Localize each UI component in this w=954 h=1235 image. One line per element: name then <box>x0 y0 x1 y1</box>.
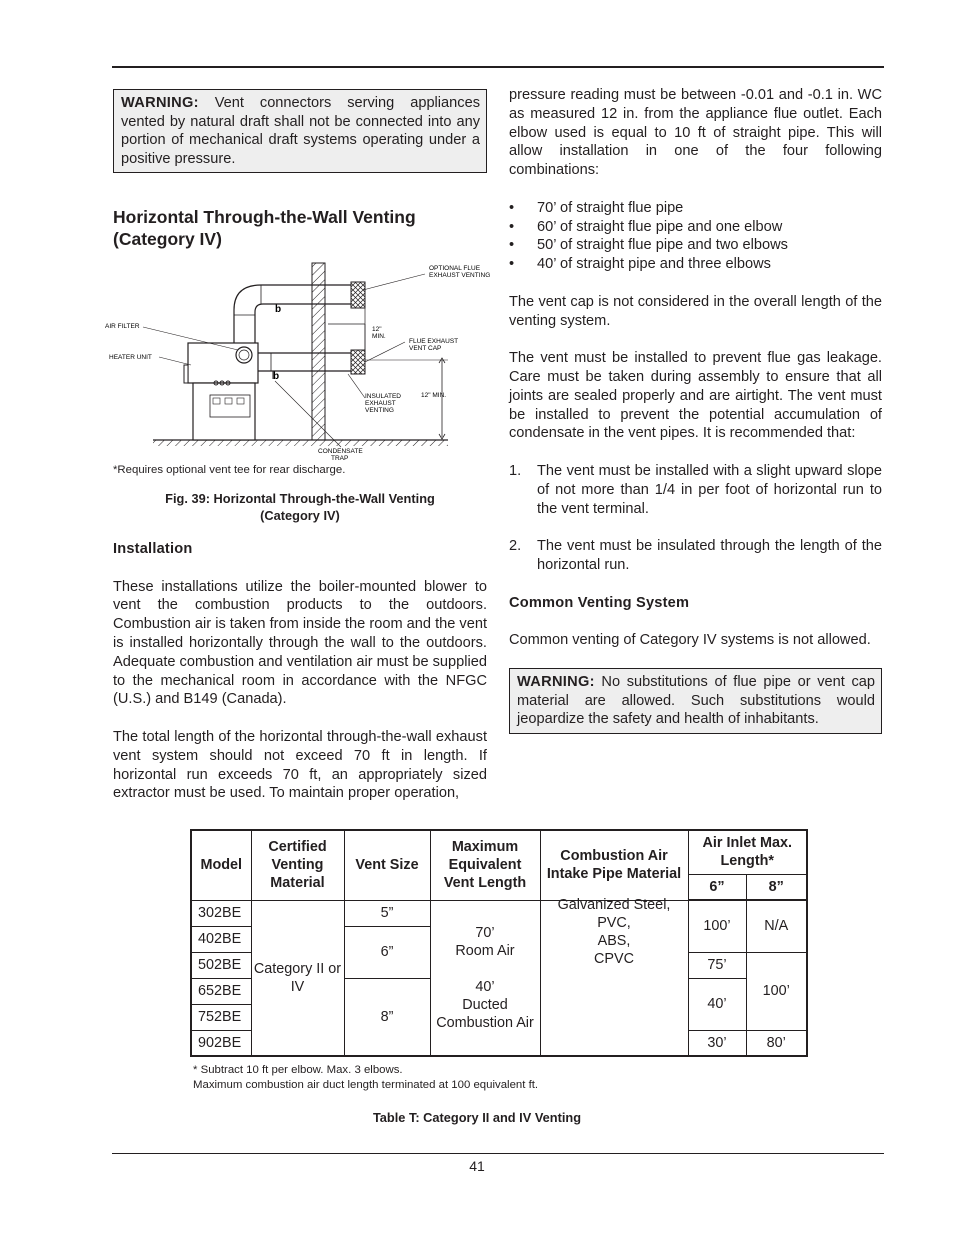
installation-paragraph-1: These installations utilize the boiler-mounted blower to vent the combustion products to the outdoors. Combustion air is taken from inside the room and the vent is installed horizontally through the wall to the outdoors. Adequate combustion and ventilation air must be supplied to the mechanical room in accordance with the NFGC (U.S.) and B149 (Canada). <box>113 578 488 708</box>
heater-unit-lower <box>193 383 255 440</box>
label-12-min-c: 12" MIN. <box>421 392 447 399</box>
optional-vent-cap <box>351 282 365 308</box>
right-column <box>509 86 882 734</box>
max-equivalent-length-cell: 70’ Room Air 40’ Ducted Combustion Air <box>430 900 540 1056</box>
list-item: • 50’ of straight flue pipe and two elbows <box>509 237 788 254</box>
label-flue-exhaust: FLUE EXHAUST <box>409 338 459 345</box>
inlet-8-cell: 80’ <box>746 1030 807 1056</box>
warning-box-substitutions <box>509 668 882 734</box>
inlet-6-cell: 30’ <box>688 1030 746 1056</box>
vent-size-cell: 6” <box>344 926 430 978</box>
warning-box-natural-draft <box>113 89 487 173</box>
recommendation-list <box>509 462 882 575</box>
model-cell: 502BE <box>191 952 251 978</box>
label-air-filter: AIR FILTER <box>105 323 140 330</box>
inlet-6-cell: 40’ <box>688 978 746 1030</box>
ground-hatch <box>153 440 448 446</box>
label-insulated: INSULATED <box>365 393 401 400</box>
warning-label: WARNING: <box>517 673 595 690</box>
label-optional-flue: OPTIONAL FLUE <box>429 265 481 272</box>
table-notes <box>193 1063 538 1092</box>
flue-exhaust-vent-cap <box>351 350 365 374</box>
label-exhaust: EXHAUST <box>365 400 396 407</box>
header-combustion-air-material: Combustion Air Intake Pipe Material <box>540 830 688 900</box>
label-b-2: b <box>273 371 280 382</box>
figure-caption <box>113 490 487 524</box>
installation-paragraph-2: The total length of the horizontal through-the-wall exhaust vent system should not exceed 70 ft in length. If horizontal run exceeds 70 ft, an appropriately sized extractor must be used. To maintain proper operation, <box>113 728 487 802</box>
header-vent-size: Vent Size <box>344 830 430 900</box>
inlet-6-cell: 75’ <box>688 952 746 978</box>
footer-rule <box>112 1153 884 1154</box>
section-heading-horizontal-venting <box>113 206 487 250</box>
header-8-inch: 8” <box>746 874 807 900</box>
table-note-1: * Subtract 10 ft per elbow. Max. 3 elbows. <box>193 1064 403 1076</box>
header-6-inch: 6” <box>688 874 746 900</box>
header-rule <box>112 66 884 68</box>
common-venting-heading: Common Venting System <box>509 594 690 611</box>
model-cell: 902BE <box>191 1030 251 1056</box>
inlet-8-cell: N/A <box>746 900 807 952</box>
inlet-6-cell: 100’ <box>688 900 746 952</box>
inlet-8-cell: 100’ <box>746 952 807 1030</box>
installation-heading: Installation <box>113 541 193 557</box>
list-item: • 40’ of straight pipe and three elbows <box>509 256 771 273</box>
table-caption: Table T: Category II and IV Venting <box>372 1110 582 1125</box>
combustion-material-cell: Galvanized Steel, PVC, ABS, CPVC <box>540 900 688 1056</box>
combination-list <box>509 199 882 274</box>
header-certified-material: Certified Venting Material <box>251 830 344 900</box>
label-12-min-b: MIN. <box>372 333 386 340</box>
page-number: 41 <box>469 1158 485 1174</box>
warning-text: Vent connectors serving appliances vented by natural draft shall not be connected into any portion of mechanical draft systems operating under a positive pressure. <box>121 95 480 167</box>
vent-size-cell: 5” <box>344 900 430 926</box>
label-heater-unit: HEATER UNIT <box>109 354 152 361</box>
label-condensate: CONDENSATE <box>318 448 363 455</box>
pressure-paragraph: pressure reading must be between -0.01 and -0.1 in. WC as measured 12 in. from the appliance flue outlet. Each elbow used is equal to 10 ft of straight pipe. This will allow installation in one of the four following combinations: <box>509 87 882 179</box>
list-item: • 70’ of straight flue pipe <box>509 199 684 216</box>
label-12-min-a: 12" <box>372 326 382 333</box>
label-exhaust-venting: EXHAUST VENTING <box>429 272 491 279</box>
label-venting: VENTING <box>365 407 394 414</box>
model-cell: 752BE <box>191 1004 251 1030</box>
venting-diagram-svg <box>103 255 493 460</box>
warning-text: No substitutions of flue pipe or vent cap material are allowed. Such substitutions would jeopardize the safety and health of inhabitants. <box>517 673 875 728</box>
header-air-inlet: Air Inlet Max. Length* <box>688 830 807 874</box>
wall <box>312 263 325 440</box>
header-model: Model <box>191 830 251 900</box>
list-item: 1. The vent must be installed with a slight upward slope of not more than 1/4 in per foot of horizontal run to the vent terminal. <box>509 462 882 517</box>
vent-cap-paragraph: The vent cap is not considered in the overall length of the venting system. <box>509 293 882 329</box>
label-vent-cap: VENT CAP <box>409 345 442 352</box>
left-column <box>113 89 487 250</box>
label-trap: TRAP <box>331 455 349 460</box>
venting-table <box>190 829 806 1057</box>
model-cell: 302BE <box>191 900 251 926</box>
installation-section <box>113 540 487 803</box>
list-item: • 60’ of straight flue pipe and one elbow <box>509 218 783 235</box>
figure-notes <box>113 463 487 524</box>
venting-diagram <box>103 255 493 460</box>
heading-line-2: (Category IV) <box>113 229 222 250</box>
header-max-equivalent-length: Maximum Equivalent Vent Length <box>430 830 540 900</box>
model-cell: 402BE <box>191 926 251 952</box>
vent-size-cell: 8” <box>344 978 430 1056</box>
heading-line-1: Horizontal Through-the-Wall Venting <box>113 207 416 228</box>
certified-material-cell: Category II or IV <box>251 900 344 1056</box>
leakage-paragraph: The vent must be installed to prevent flue gas leakage. Care must be taken during assembly to ensure that all joints are sealed properly and are airtight. The vent must be installed to prevent the potential accumulation of condensate in the vent pipes. It is recommended that: <box>509 350 882 442</box>
figure-caption-line-1: Fig. 39: Horizontal Through-the-Wall Venting <box>165 491 435 506</box>
list-item: 2. The vent must be insulated through the length of the horizontal run. <box>509 538 882 573</box>
common-venting-paragraph: Common venting of Category IV systems is not allowed. <box>509 632 871 649</box>
label-b-1: b <box>275 304 282 315</box>
figure-note: *Requires optional vent tee for rear discharge. <box>113 464 346 476</box>
warning-label: WARNING: <box>121 95 199 111</box>
air-filter <box>236 347 252 363</box>
figure-caption-line-2: (Category IV) <box>260 508 340 523</box>
table-note-2: Maximum combustion air duct length terminated at 100 equivalent ft. <box>193 1078 539 1091</box>
model-cell: 652BE <box>191 978 251 1004</box>
